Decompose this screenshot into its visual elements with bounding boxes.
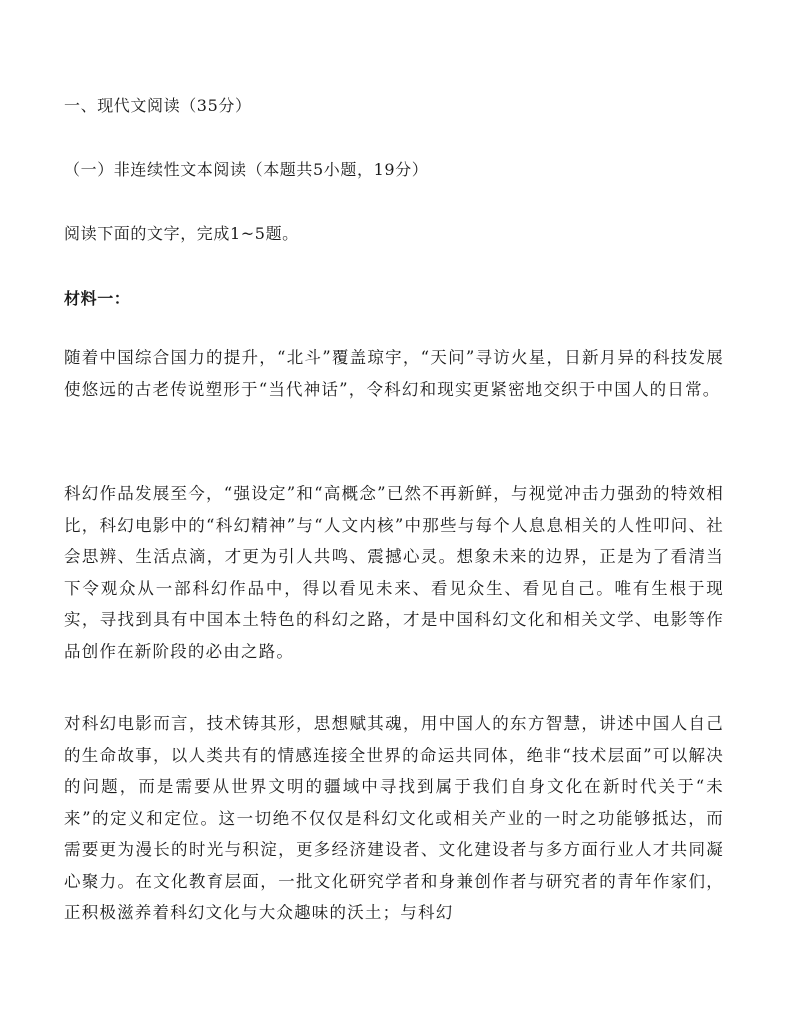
paragraph-1: 随着中国综合国力的提升，“北斗”覆盖琼宇，“天问”寻访火星，日新月异的科技发展使悠远的古老传说塑形于“当代神话”，令科幻和现实更紧密地交织于中国人的日常。 (64, 348, 724, 399)
subsection-title: （一）非连续性文本阅读（本题共5小题，19分） (64, 160, 429, 179)
paragraph-2: 科幻作品发展至今，“强设定”和“高概念”已然不再新鲜，与视觉冲击力强劲的特效相比，科幻电影中的“科幻精神”与“人文内核”中那些与每个人息息相关的人性叩问、社会思辨、生活点滴，才更为引人共鸣、震撼心灵。想象未来的边界，正是为了看清当下令观众从一部科幻作品中，得以看见未来、看见众生、看见自己。唯有生根于现实，寻找到具有中国本土特色的科幻之路，才是中国科幻文化和相关文学、电影等作品创作在新阶段的必由之路。 (64, 484, 724, 661)
material-label: 材料一： (64, 289, 131, 308)
section-title: 一、现代文阅读（35分） (64, 96, 252, 115)
instruction-text: 阅读下面的文字，完成1~5题。 (64, 224, 299, 243)
paragraph-3: 对科幻电影而言，技术铸其形，思想赋其魂，用中国人的东方智慧，讲述中国人自己的生命故事，以人类共有的情感连接全世界的命运共同体，绝非“技术层面”可以解决的问题，而是需要从世界文明的疆域中寻找到属于我们自身文化在新时代关于“未来”的定义和定位。这一切绝不仅仅是科幻文化或相关产业的一时之功能够抵达，而需要更为漫长的时光与积淀，更多经济建设者、文化建设者与多方面行业人才共同凝心聚力。在文化教育层面，一批文化研究学者和身兼创作者与研究者的青年作家们，正积极滋养着科幻文化与大众趣味的沃土；与科幻 (64, 714, 724, 922)
